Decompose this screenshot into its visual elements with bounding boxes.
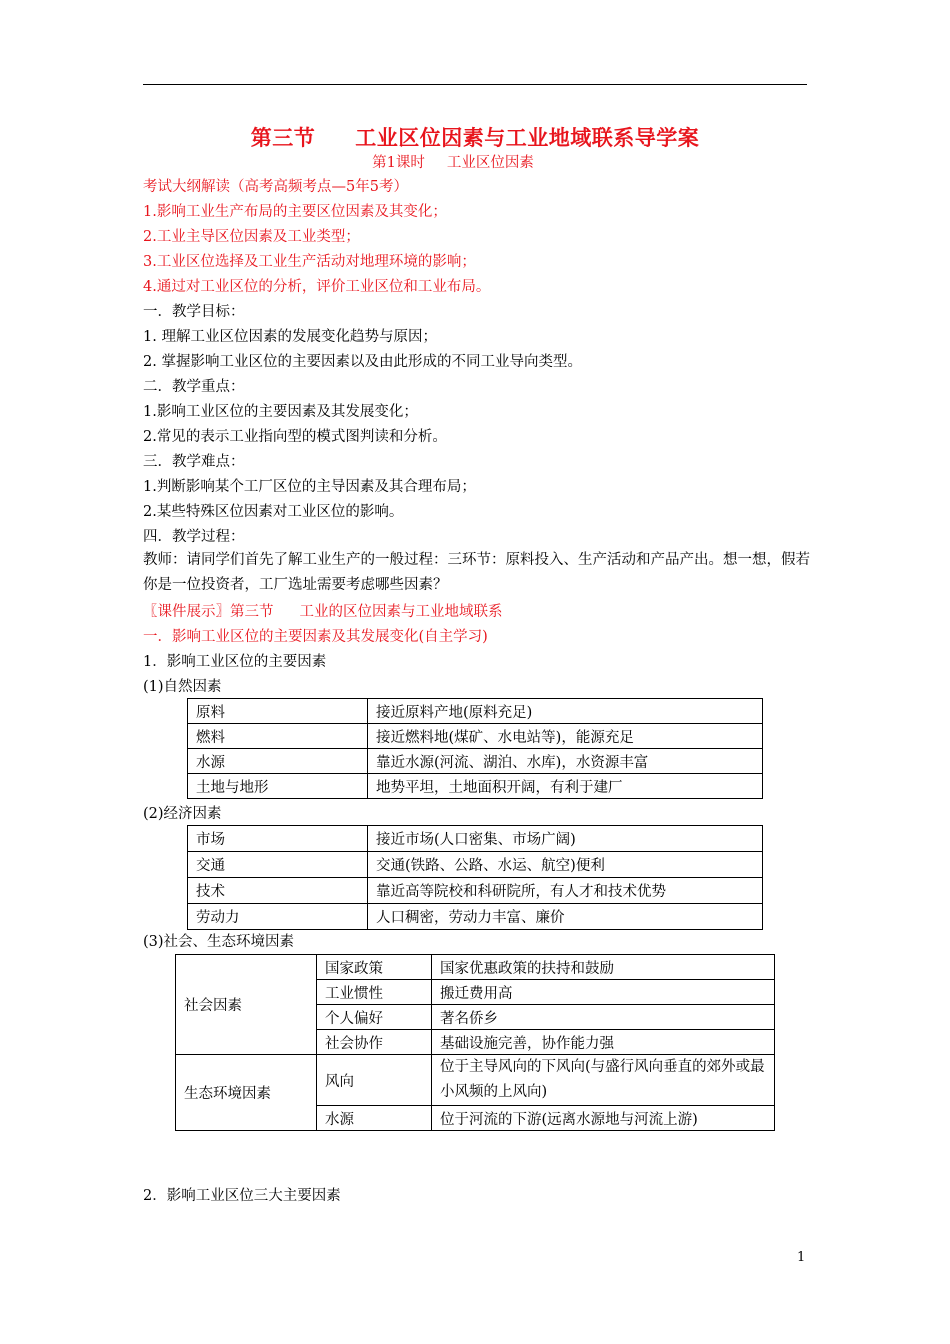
factor-description: 人口稠密，劳动力丰富、廉价 [368,904,763,930]
factor-name: 土地与地形 [188,774,368,799]
header-rule [143,84,807,85]
table-row [188,699,763,724]
table-row [176,955,775,980]
syllabus-item: 1.影响工业生产布局的主要区位因素及其变化； [143,204,447,220]
table-row [188,826,763,852]
group-label: 社会因素 [176,955,317,1055]
factor-name: 工业惯性 [317,980,432,1005]
syllabus-item: 4.通过对工业区位的分析，评价工业区位和工业布局。 [143,279,491,295]
table-row [188,852,763,878]
goals-item: 1. 理解工业区位因素的发展变化趋势与原因； [143,329,437,345]
table-row [188,749,763,774]
factor-name: 水源 [188,749,368,774]
goals-heading: 一．教学目标： [143,304,245,320]
difficulties-item: 1.判断影响某个工厂区位的主导因素及其合理布局； [143,479,476,495]
factor-description: 接近市场(人口密集、市场广阔) [368,826,763,852]
difficulties-heading: 三．教学难点： [143,454,245,470]
factor-name: 社会协作 [317,1030,432,1055]
factor-name: 原料 [188,699,368,724]
factor-name: 风向 [317,1055,432,1106]
social-eco-factors-table [175,954,775,1131]
economic-factors-table [187,825,763,930]
section-one-heading: 一．影响工业区位的主要因素及其发展变化(自主学习) [143,629,488,645]
key-points-item: 1.影响工业区位的主要因素及其发展变化； [143,404,418,420]
factor-description: 位于河流的下游(远离水源地与河流上游) [432,1106,775,1131]
syllabus-item: 2.工业主导区位因素及工业类型； [143,229,360,245]
factor-description: 国家优惠政策的扶持和鼓励 [432,955,775,980]
key-points-item: 2.常见的表示工业指向型的模式图判读和分析。 [143,429,447,445]
subsection-two-heading: 2．影响工业区位三大主要因素 [143,1188,341,1204]
factor-description: 基础设施完善，协作能力强 [432,1030,775,1055]
teacher-paragraph: 教师：请同学们首先了解工业生产的一般过程：三环节：原料投入、生产活动和产品产出。想一想，假若你是一位投资者，工厂选址需要考虑哪些因素？ [143,552,810,593]
factor-name: 技术 [188,878,368,904]
table-row [188,774,763,799]
natural-factors-label: (1)自然因素 [143,679,222,695]
factor-name: 交通 [188,852,368,878]
subsection-one-heading: 1．影响工业区位的主要因素 [143,654,327,670]
factor-description: 靠近高等院校和科研院所，有人才和技术优势 [368,878,763,904]
factor-name: 国家政策 [317,955,432,980]
table-row [176,1055,775,1106]
page-subtitle: 第1课时 工业区位因素 [372,155,534,171]
syllabus-item: 3.工业区位选择及工业生产活动对地理环境的影响； [143,254,476,270]
factor-name: 个人偏好 [317,1005,432,1030]
page-number: 1 [797,1250,806,1265]
natural-factors-table [187,698,763,799]
syllabus-heading: 考试大纲解读（高考高频考点—5年5考） [143,179,408,195]
process-heading: 四．教学过程： [143,529,245,545]
factor-description: 地势平坦，土地面积开阔，有利于建厂 [368,774,763,799]
difficulties-item: 2.某些特殊区位因素对工业区位的影响。 [143,504,404,520]
table-row [188,904,763,930]
factor-name: 燃料 [188,724,368,749]
courseware-heading: 〖课件展示〗第三节 工业的区位因素与工业地域联系 [143,604,503,620]
factor-name: 市场 [188,826,368,852]
factor-name: 水源 [317,1106,432,1131]
group-label: 生态环境因素 [176,1055,317,1131]
factor-description: 搬迁费用高 [432,980,775,1005]
page-title: 第三节 工业区位因素与工业地域联系导学案 [250,125,700,150]
factor-description: 位于主导风向的下风向(与盛行风向垂直的郊外或最小风频的上风向) [432,1055,775,1106]
goals-item: 2. 掌握影响工业区位的主要因素以及由此形成的不同工业导向类型。 [143,354,582,370]
economic-factors-label: (2)经济因素 [143,806,222,822]
social-factors-label: (3)社会、生态环境因素 [143,934,295,950]
factor-description: 接近燃料地(煤矿、水电站等)，能源充足 [368,724,763,749]
table-row [188,724,763,749]
table-row [188,878,763,904]
factor-description: 著名侨乡 [432,1005,775,1030]
factor-name: 劳动力 [188,904,368,930]
factor-description: 接近原料产地(原料充足) [368,699,763,724]
factor-description: 靠近水源(河流、湖泊、水库)，水资源丰富 [368,749,763,774]
factor-description: 交通(铁路、公路、水运、航空)便利 [368,852,763,878]
key-points-heading: 二．教学重点： [143,379,245,395]
